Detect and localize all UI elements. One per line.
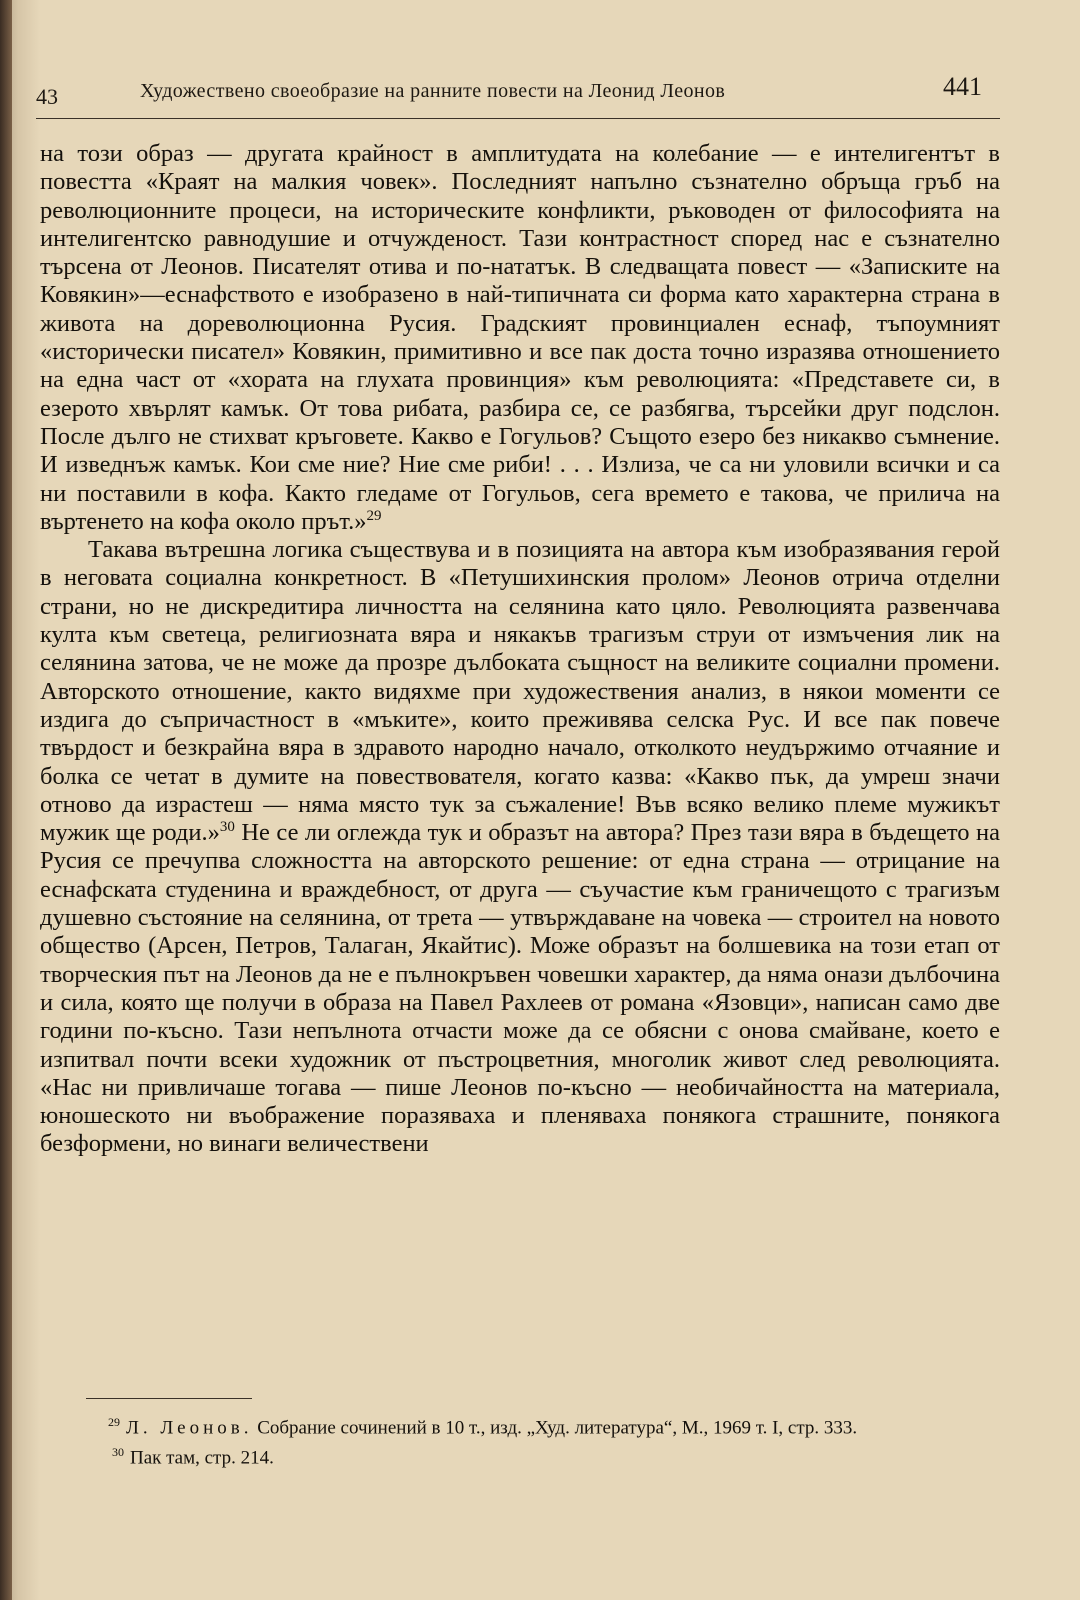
footnote-30-text: Пак там, стр. 214.	[130, 1447, 274, 1469]
paragraph-2-continuation: Не се ли оглежда тук и образът на автора? През тази вяра в бъдещето на Русия се пречупва сложността на авторското решение: от една страна — отрицание на еснафската студенина и враждебност, от друга — съучастие към граничещото с трагизъм душевно състояние на селянина, от трета — утвърждаване на човека — строител на новото общество (Арсен, Петров, Талаган, Якайтис). Може образът на болшевика на този етап от творческия път на Леонов да не е пълнокръвен човешки характер, да няма онази дълбочина и сила, която ще получи в образа на Павел Рахлеев от романа «Язовци», написан само две години по-късно. Тази непълнота отчасти може да се обясни с онова смайване, което е изпитвал почти всеки художник от пъстроцветния, многолик живот след революцията. «Нас ни привличаше тогава — пише Леонов по-късно — необичайността на материала, юношеското ни въображение поразяваха и пленяваха понякога страшните, понякога безформени, но винаги величествени	[40, 819, 1001, 1158]
footnote-30-number: 30	[112, 1445, 124, 1460]
footnote-29-author: Л. Леонов.	[126, 1417, 253, 1439]
book-binding	[0, 0, 12, 1600]
folio-number: 43	[36, 84, 58, 109]
footnote-29-number: 29	[108, 1415, 120, 1429]
body-text	[40, 140, 1000, 1159]
paragraph-2	[40, 536, 1000, 1159]
footnote-ref-30: 30	[219, 818, 235, 835]
footnote-rule	[86, 1398, 252, 1399]
paragraph-1	[40, 140, 1000, 536]
footnote-29	[52, 1410, 1000, 1440]
page-header	[36, 70, 1000, 110]
footnote-30	[52, 1440, 1000, 1470]
paragraph-1-text: на този образ — другата крайност в амплитудата на колебание — е интелигентът в повестта «Краят на малкия човек». Последният напълно съзнателно обръща гръб на революционните процеси, на историческите конфликти, ръководен от философията на интелигентско равнодушие и отчужденост. Тази контрастност според нас е съзнателно търсена от Леонов. Писателят отива и по-нататък. В следващата повест — «Записките на Ковякин»—еснафството е изобразено в най-типичната си форма като характерна страна в живота на дореволюционна Русия. Градският провинциален еснаф, тъпоумният «исторически писател» Ковякин, примитивно и все пак доста точно изразява отношението на една част от «хората на глухата провинция» към революцията: «Представете си, в езерото хвърлят камък. От това рибата, разбира се, се разбягва, търсейки друг подслон. После дълго не стихват кръговете. Какво е Гогульов? Същото езеро без никакво съмнение. И изведнъж камък. Кои сме ние? Ние сме риби! . . . Излиза, че са ни уловили всички и са ни поставили в кофа. Както гледаме от Гогульов, сега времето е такова, че прилича на въртенето на кофа около прът.»	[40, 140, 1000, 535]
footnote-ref-29: 29	[366, 507, 382, 524]
paragraph-2-text: Такава вътрешна логика съществува и в позицията на автора към изобразявания герой в неговата социална конкретност. В «Петушихинския пролом» Леонов отрича отделни страни, но не дискредитира личността на селянина като цяло. Революцията развенчава култа към светеца, религиозната вяра и някакъв трагизъм струи от измъчения лик на селянина затова, че не може да прозре дълбоката същност на великите социални промени. Авторското отношение, както видяхме при художествения анализ, в някои моменти се издига до съпричастност в «мъките», които преживява селска Рус. И все пак повече твърдост и безкрайна вяра в здравото народно начало, отколкото неудържимо отчаяние и болка се четат в думите на повествователя, когато казва: «Какво пък, да умреш значи отново да израстеш — няма място тук за съжаление! Във всяко велико племе мужикът мужик ще роди.»	[40, 536, 1000, 847]
running-title: Художествено своеобразие на ранните повести на Леонид Леонов	[140, 80, 726, 102]
header-rule	[36, 118, 1000, 119]
footnote-29-text: Собрание сочинений в 10 т., изд. „Худ. литература“, М., 1969 т. I, стр. 333.	[257, 1417, 858, 1439]
page-number: 441	[943, 72, 982, 101]
footnotes	[52, 1410, 1000, 1471]
